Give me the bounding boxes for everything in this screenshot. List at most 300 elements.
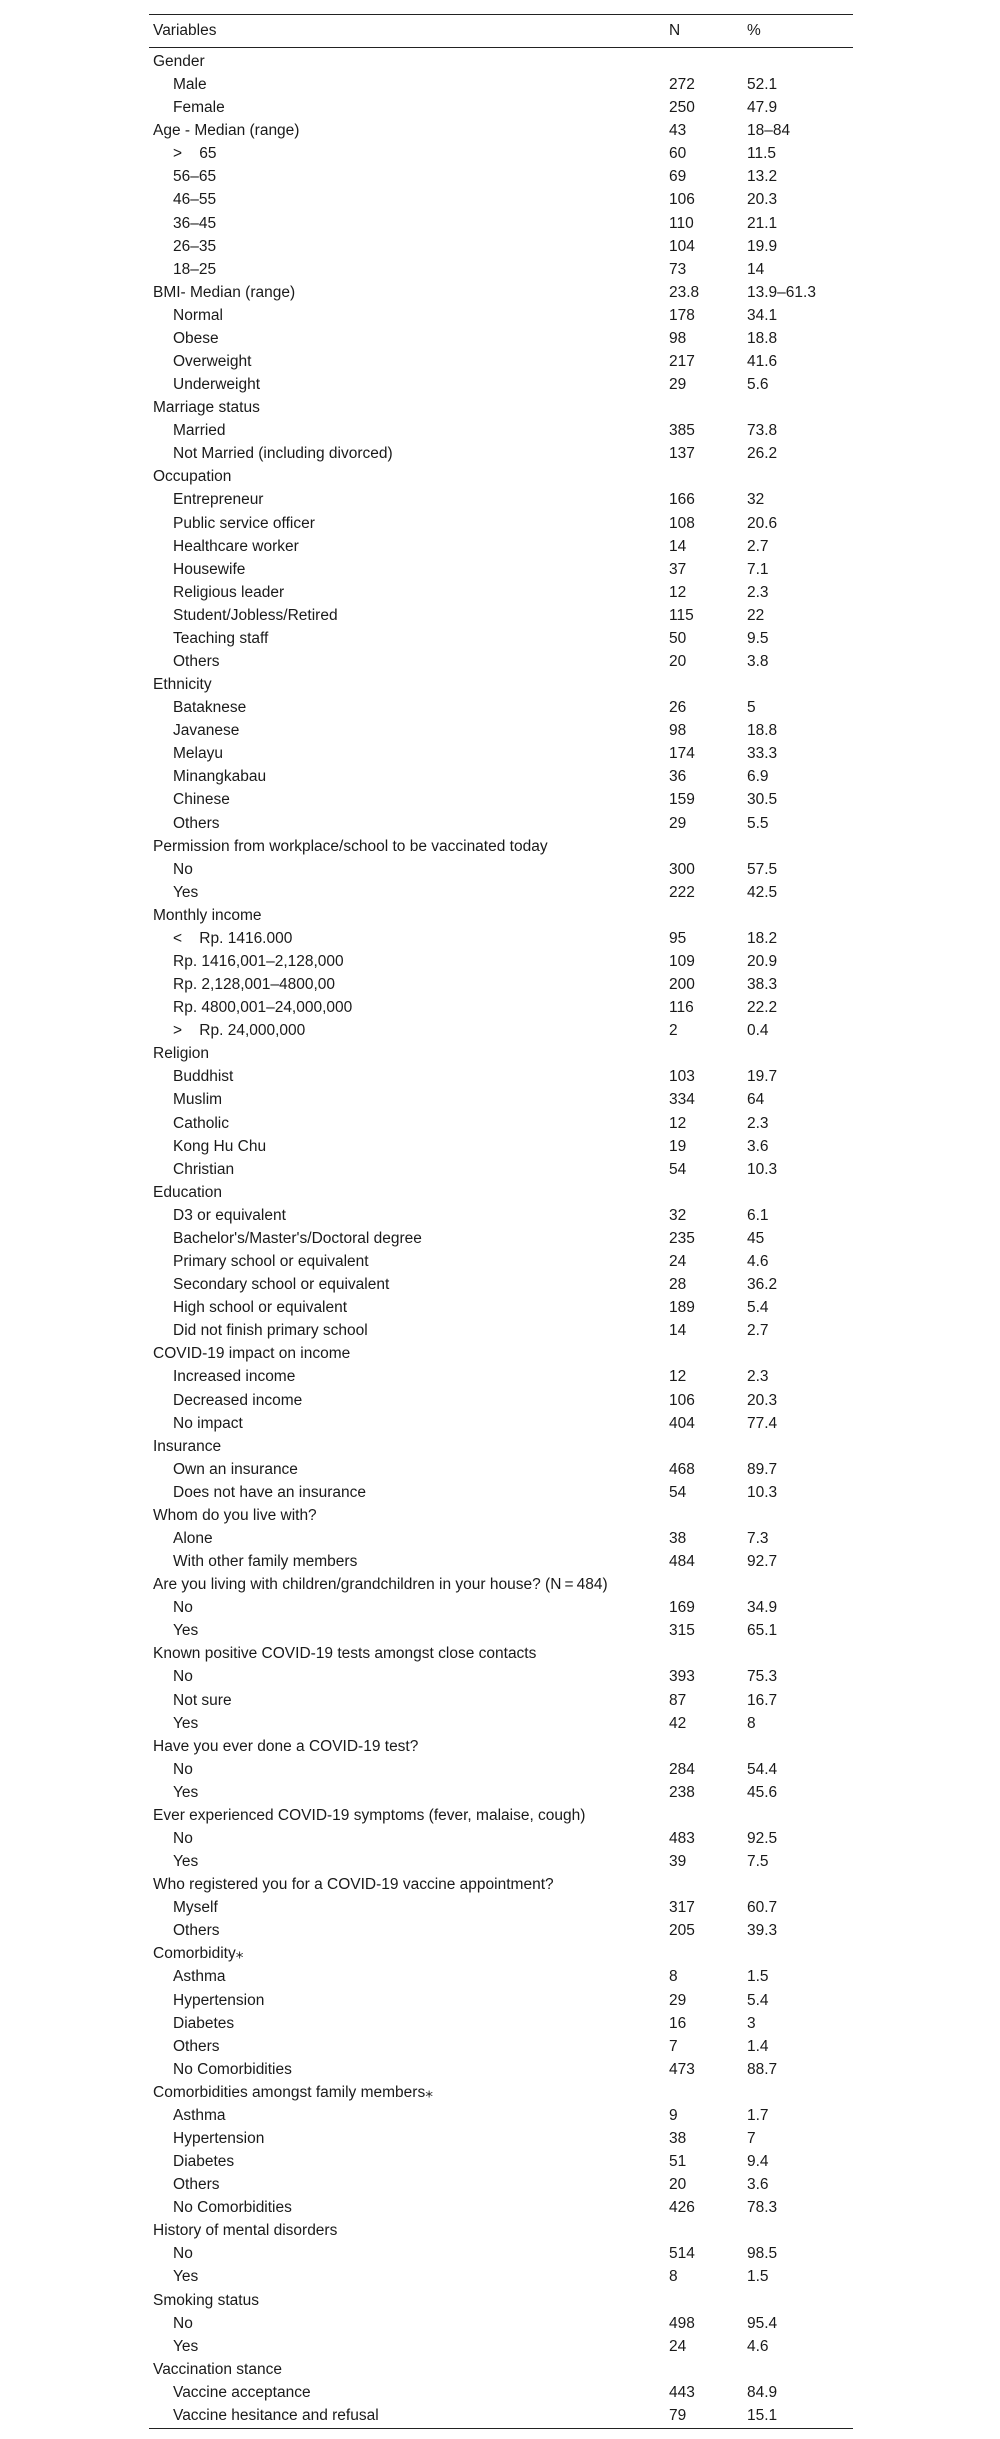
table-row [149,1065,853,1088]
table-row [149,996,853,1019]
table-row [149,419,853,442]
row-percent: 41.6 [747,353,778,370]
table-section-row [149,281,853,304]
row-variable: No [173,2245,193,2263]
row-n: 404 [669,1414,695,1432]
table-top-rule [149,14,853,15]
row-variable: Religion [153,1045,210,1063]
row-variable: Occupation [153,468,232,486]
row-variable: Whom do you live with? [153,1506,317,1524]
row-percent: 45 [747,1229,765,1247]
table-row [149,373,853,396]
table-section-row [149,1735,853,1758]
row-variable: Catholic [173,1114,229,1132]
row-variable: Yes [173,1783,199,1801]
row-n: 174 [669,745,695,763]
row-variable: Vaccine hesitance and refusal [173,2406,379,2424]
table-row [149,2173,853,2196]
row-percent: 75.3 [747,1668,778,1686]
row-percent: 5.5 [747,814,769,832]
table-row [149,1965,853,1988]
row-percent: 15.1 [747,2406,778,2424]
row-variable: Comorbidity⁎ [153,1945,244,1963]
table-row [149,1112,853,1135]
row-variable: COVID-19 impact on income [153,1345,351,1363]
header-variables: Variables [153,22,217,39]
row-variable: Teaching staff [173,629,269,647]
row-variable: History of mental disorders [153,2222,338,2240]
row-variable: No [173,1760,193,1778]
row-percent: 7.3 [747,1529,769,1547]
header-rule [149,47,853,48]
row-n: 87 [669,1691,687,1709]
row-percent: 54.4 [747,1760,778,1778]
row-variable: Decreased income [173,1391,303,1409]
row-percent: 19.7 [747,1068,778,1086]
row-n: 29 [669,1991,687,2009]
row-n: 36 [669,768,687,786]
row-n: 498 [669,2314,695,2332]
table-row [149,719,853,742]
table-row [149,2104,853,2127]
row-variable: Male [173,76,207,94]
table-row [149,765,853,788]
row-n: 12 [669,583,687,601]
table-row [149,558,853,581]
table-row [149,1204,853,1227]
table-row [149,742,853,765]
row-percent: 2.3 [747,583,769,601]
row-variable: Student/Jobless/Retired [173,606,338,624]
table-row [149,1758,853,1781]
row-variable: Kong Hu Chu [173,1137,267,1155]
table-row [149,1527,853,1550]
row-variable: Married [173,422,226,440]
row-variable: Yes [173,2268,199,2286]
row-n: 334 [669,1091,695,1109]
row-variable: Not Married (including divorced) [173,445,393,463]
row-n: 104 [669,237,695,255]
row-n: 60 [669,145,687,163]
table-row [149,1827,853,1850]
row-percent: 9.4 [747,2153,769,2171]
row-percent: 3.6 [747,1137,769,1155]
header-percent: % [747,22,761,39]
row-percent: 8 [747,1714,756,1732]
row-percent: 5.4 [747,1991,769,2009]
table-section-row [149,1042,853,1065]
row-percent: 36.2 [747,1276,778,1294]
row-variable: Underweight [173,376,261,394]
row-percent: 84.9 [747,2383,778,2401]
table-section-row [149,465,853,488]
row-percent: 4.6 [747,1253,769,1271]
row-variable: Others [173,1922,220,1940]
row-n: 426 [669,2199,695,2217]
row-n: 159 [669,791,695,809]
table-row [149,1227,853,1250]
table-section-row [149,2081,853,2104]
table-row [149,1550,853,1573]
table-row [149,627,853,650]
row-percent: 14 [747,260,765,278]
row-variable: Buddhist [173,1068,234,1086]
table-row [149,1296,853,1319]
row-n: 385 [669,422,695,440]
row-n: 137 [669,445,695,463]
table-row [149,650,853,673]
table-section-row [149,119,853,142]
row-variable: Javanese [173,722,240,740]
row-n: 483 [669,1829,695,1847]
row-n: 205 [669,1922,695,1940]
row-n: 217 [669,353,695,370]
table-row [149,2058,853,2081]
row-variable: Obese [173,329,219,347]
row-variable: Female [173,99,225,117]
row-variable: Housewife [173,560,246,578]
table-row [149,1250,853,1273]
table-row [149,858,853,881]
row-n: 514 [669,2245,695,2263]
table-row [149,812,853,835]
table-section-row [149,1435,853,1458]
table-row [149,1919,853,1942]
table-row [149,1481,853,1504]
row-percent: 13.2 [747,168,778,186]
row-percent: 4.6 [747,2337,769,2355]
row-n: 23.8 [669,283,700,301]
row-percent: 7 [747,2129,756,2147]
row-variable: Does not have an insurance [173,1483,367,1501]
row-variable: Not sure [173,1691,232,1709]
row-variable: Age - Median (range) [153,122,300,140]
row-n: 39 [669,1853,687,1871]
row-n: 14 [669,1322,687,1340]
row-n: 272 [669,76,695,94]
row-percent: 20.3 [747,191,778,209]
row-percent: 98.5 [747,2245,778,2263]
row-variable: Others [173,2176,220,2194]
table-row [149,2404,853,2427]
row-percent: 18.8 [747,722,778,740]
row-n: 116 [669,999,694,1017]
row-percent: 34.1 [747,306,778,324]
row-variable: No Comorbidities [173,2060,292,2078]
table-row [149,73,853,96]
row-n: 235 [669,1229,695,1247]
table-row [149,2335,853,2358]
row-variable: Chinese [173,791,230,809]
row-variable: 36–45 [173,214,217,232]
table-section-row [149,1181,853,1204]
row-variable: Rp. 2,128,001–4800,00 [173,976,336,994]
table-row [149,950,853,973]
row-variable: Gender [153,53,205,70]
row-percent: 18.8 [747,329,778,347]
row-variable: Monthly income [153,906,262,924]
row-percent: 5.6 [747,376,769,394]
row-percent: 1.5 [747,1968,769,1986]
row-variable: Comorbidities amongst family members⁎ [153,2083,433,2101]
row-n: 8 [669,1968,678,1986]
row-variable: > 65 [173,145,217,163]
row-n: 284 [669,1760,695,1778]
table-row [149,165,853,188]
table-row [149,1689,853,1712]
row-n: 24 [669,2337,687,2355]
row-percent: 88.7 [747,2060,778,2078]
row-n: 73 [669,260,687,278]
row-percent: 2.3 [747,1114,769,1132]
row-percent: 10.3 [747,1483,778,1501]
table-row [149,1712,853,1735]
row-variable: Entrepreneur [173,491,264,509]
row-variable: No impact [173,1414,243,1432]
row-percent: 64 [747,1091,765,1109]
row-variable: D3 or equivalent [173,1206,286,1224]
table-row [149,2127,853,2150]
row-variable: < Rp. 1416.000 [173,929,293,947]
row-percent: 1.5 [747,2268,769,2286]
row-n: 443 [669,2383,695,2401]
row-variable: Christian [173,1160,235,1178]
row-variable: No [173,1829,193,1847]
row-percent: 7.5 [747,1853,769,1871]
row-percent: 5 [747,699,756,717]
row-variable: Normal [173,306,223,324]
table-section-row [149,1873,853,1896]
row-percent: 39.3 [747,1922,778,1940]
row-percent: 13.9–61.3 [747,283,816,301]
table-row [149,1596,853,1619]
row-variable: Rp. 4800,001–24,000,000 [173,999,353,1017]
table-row [149,788,853,811]
table-section-row [149,2289,853,2312]
row-n: 98 [669,329,687,347]
row-percent: 19.9 [747,237,778,255]
row-percent: 47.9 [747,99,778,117]
row-n: 37 [669,560,687,578]
row-n: 38 [669,1529,687,1547]
row-variable: 26–35 [173,237,217,255]
row-percent: 9.5 [747,629,769,647]
row-variable: No [173,1668,193,1686]
table-bottom-rule [149,2428,853,2429]
row-variable: 46–55 [173,191,217,209]
table-row [149,1412,853,1435]
table-row [149,696,853,719]
row-percent: 18–84 [747,122,791,140]
row-percent: 20.3 [747,1391,778,1409]
table-row [149,1619,853,1642]
table-row [149,96,853,119]
row-variable: No [173,1599,193,1617]
row-n: 12 [669,1368,687,1386]
row-n: 69 [669,168,687,186]
row-n: 43 [669,122,687,140]
row-variable: Minangkabau [173,768,267,786]
table-section-row [149,1342,853,1365]
row-percent: 3.8 [747,653,769,671]
table-row [149,604,853,627]
table-row [149,2035,853,2058]
table-row [149,2196,853,2219]
row-n: 468 [669,1460,695,1478]
table-row [149,1273,853,1296]
table-section-row [149,1804,853,1827]
row-variable: No Comorbidities [173,2199,292,2217]
row-n: 484 [669,1553,695,1571]
row-percent: 34.9 [747,1599,778,1617]
row-percent: 95.4 [747,2314,778,2332]
table-section-row [149,835,853,858]
row-n: 393 [669,1668,695,1686]
row-percent: 32 [747,491,765,509]
row-percent: 22 [747,606,765,624]
row-n: 473 [669,2060,695,2078]
row-variable: 18–25 [173,260,217,278]
table-row [149,512,853,535]
table-row [149,1989,853,2012]
row-n: 54 [669,1483,687,1501]
row-variable: BMI- Median (range) [153,283,296,301]
row-n: 51 [669,2153,687,2171]
table-row [149,235,853,258]
row-n: 29 [669,814,687,832]
table-row [149,927,853,950]
row-percent: 26.2 [747,445,778,463]
row-n: 2 [669,1022,678,1040]
row-n: 103 [669,1068,695,1086]
row-percent: 1.4 [747,2037,769,2055]
row-variable: Own an insurance [173,1460,298,1478]
row-percent: 78.3 [747,2199,778,2217]
row-variable: Did not finish primary school [173,1322,368,1340]
table-row [149,488,853,511]
table-row [149,327,853,350]
row-percent: 5.4 [747,1299,769,1317]
row-percent: 6.9 [747,768,769,786]
table-row [149,442,853,465]
row-variable: Myself [173,1899,218,1917]
row-n: 28 [669,1276,687,1294]
row-variable: Melayu [173,745,223,763]
table-row [149,350,853,373]
table-row [149,1135,853,1158]
row-n: 42 [669,1714,687,1732]
row-n: 110 [669,214,694,232]
row-variable: Permission from workplace/school to be vaccinated today [153,837,548,855]
table-section-row [149,1573,853,1596]
row-variable: Increased income [173,1368,296,1386]
row-percent: 11.5 [747,145,777,163]
header-n: N [669,22,681,39]
table-row [149,1389,853,1412]
row-n: 20 [669,2176,687,2194]
row-percent: 20.6 [747,514,778,532]
row-variable: Public service officer [173,514,315,532]
table-row [149,1158,853,1181]
row-percent: 2.7 [747,537,769,555]
row-variable: Hypertension [173,2129,265,2147]
row-percent: 60.7 [747,1899,778,1917]
table-section-row [149,50,853,73]
row-percent: 16.7 [747,1691,778,1709]
row-n: 108 [669,514,695,532]
row-n: 12 [669,1114,687,1132]
row-variable: Asthma [173,1968,226,1986]
row-variable: Alone [173,1529,213,1547]
table-header-row [149,18,853,44]
row-n: 115 [669,606,694,624]
row-percent: 21.1 [747,214,778,232]
row-percent: 92.5 [747,1829,778,1847]
row-variable: Smoking status [153,2291,259,2309]
row-n: 200 [669,976,695,994]
row-n: 300 [669,860,695,878]
row-n: 24 [669,1253,687,1271]
table-row [149,1850,853,1873]
row-variable: Religious leader [173,583,285,601]
row-variable: Insurance [153,1437,222,1455]
row-variable: Yes [173,1622,199,1640]
row-variable: Hypertension [173,1991,265,2009]
row-variable: Known positive COVID-19 tests amongst close contacts [153,1645,537,1663]
row-variable: Muslim [173,1091,223,1109]
row-variable: Overweight [173,353,252,370]
row-variable: Vaccination stance [153,2360,282,2378]
row-variable: Diabetes [173,2014,235,2032]
table-row [149,973,853,996]
table-row [149,188,853,211]
row-percent: 3 [747,2014,756,2032]
row-percent: 2.3 [747,1368,769,1386]
row-n: 315 [669,1622,695,1640]
row-percent: 30.5 [747,791,778,809]
row-percent: 2.7 [747,1322,769,1340]
table-row [149,1019,853,1042]
row-percent: 7.1 [747,560,769,578]
row-n: 54 [669,1160,687,1178]
table-section-row [149,673,853,696]
row-percent: 42.5 [747,883,778,901]
table-row [149,1365,853,1388]
row-variable: Rp. 1416,001–2,128,000 [173,953,344,971]
row-variable: > Rp. 24,000,000 [173,1022,306,1040]
row-n: 8 [669,2268,678,2286]
table-section-row [149,904,853,927]
row-percent: 1.7 [747,2106,769,2124]
table-row [149,581,853,604]
row-percent: 22.2 [747,999,778,1017]
row-n: 95 [669,929,687,947]
table-row [149,881,853,904]
row-variable: 56–65 [173,168,217,186]
row-n: 106 [669,1391,695,1409]
row-variable: Bataknese [173,699,247,717]
row-n: 29 [669,376,687,394]
row-variable: Ethnicity [153,676,212,694]
row-variable: Bachelor's/Master's/Doctoral degree [173,1229,422,1247]
row-variable: Yes [173,1853,199,1871]
row-n: 250 [669,99,695,117]
row-variable: Others [173,814,220,832]
row-variable: No [173,2314,193,2332]
row-percent: 20.9 [747,953,778,971]
table-row [149,2150,853,2173]
row-n: 222 [669,883,695,901]
